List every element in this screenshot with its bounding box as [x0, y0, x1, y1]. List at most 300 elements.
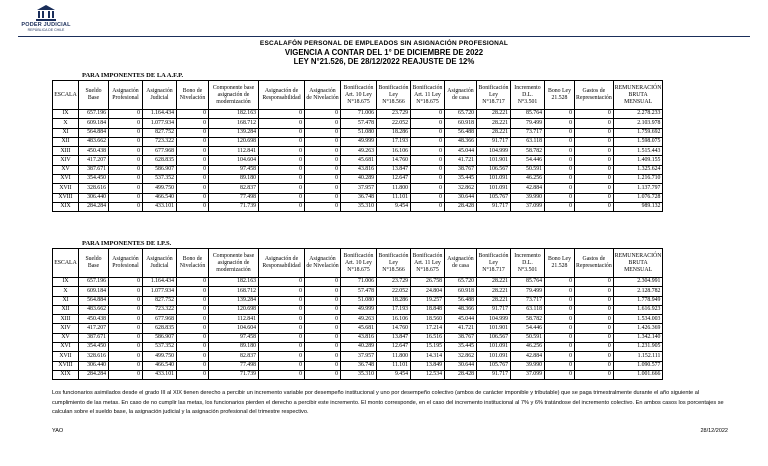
- amount-cell: 0: [575, 324, 614, 333]
- amount-cell: 0: [109, 333, 143, 342]
- column-header: Asignación de Responsabilidad: [259, 249, 305, 278]
- column-header: Componente base asignación de modernización: [209, 249, 259, 278]
- amount-cell: 387.671: [79, 333, 109, 342]
- amount-cell: 14.760: [377, 324, 411, 333]
- amount-cell: 73.717: [511, 128, 545, 137]
- amount-cell: 104.604: [209, 156, 259, 165]
- logo-subtext: REPÚBLICA DE CHILE: [27, 28, 65, 32]
- amount-cell: 182.163: [209, 278, 259, 287]
- amount-cell: 0: [259, 343, 305, 352]
- amount-cell: 0: [109, 287, 143, 296]
- amount-cell: 49.263: [341, 315, 377, 324]
- amount-cell: 1.231.905: [613, 343, 663, 352]
- amount-cell: 0: [545, 324, 575, 333]
- amount-cell: 79.499: [511, 287, 545, 296]
- table-row: [53, 343, 663, 352]
- amount-cell: 1.164.434: [143, 110, 177, 119]
- amount-cell: 49.999: [341, 137, 377, 146]
- amount-cell: 104.999: [477, 147, 511, 156]
- grade-cell: XIX: [53, 370, 79, 379]
- amount-cell: 0: [177, 324, 209, 333]
- amount-cell: 0: [305, 137, 341, 146]
- salary-table-ips: [52, 248, 663, 380]
- amount-cell: 38.767: [445, 165, 477, 174]
- amount-cell: 0: [575, 156, 614, 165]
- amount-cell: 19.257: [411, 296, 445, 305]
- amount-cell: 40.289: [341, 343, 377, 352]
- amount-cell: 0: [575, 119, 614, 128]
- column-header: Bono de Nivelación: [177, 81, 209, 110]
- table-row: [53, 128, 663, 137]
- amount-cell: 1.090.577: [613, 361, 663, 370]
- amount-cell: 0: [109, 110, 143, 119]
- amount-cell: 586.907: [143, 165, 177, 174]
- amount-cell: 16.106: [377, 315, 411, 324]
- document-title: [0, 40, 768, 66]
- amount-cell: 0: [545, 278, 575, 287]
- amount-cell: 0: [545, 296, 575, 305]
- amount-cell: 35.310: [341, 202, 377, 211]
- amount-cell: 22.052: [377, 287, 411, 296]
- amount-cell: 0: [109, 137, 143, 146]
- amount-cell: 0: [109, 305, 143, 314]
- amount-cell: 168.712: [209, 119, 259, 128]
- column-header: Bonificación Art. 10 Ley N°18.675: [341, 81, 377, 110]
- amount-cell: 46.256: [511, 175, 545, 184]
- amount-cell: 56.488: [445, 296, 477, 305]
- amount-cell: 0: [259, 165, 305, 174]
- amount-cell: 0: [305, 370, 341, 379]
- amount-cell: 71.739: [209, 370, 259, 379]
- logo-text: PODER JUDICIAL: [21, 22, 71, 28]
- amount-cell: 17.193: [377, 137, 411, 146]
- grade-cell: XVII: [53, 352, 79, 361]
- amount-cell: 50.591: [511, 165, 545, 174]
- column-header: Asignación Judicial: [143, 249, 177, 278]
- amount-cell: 0: [305, 156, 341, 165]
- table-row: [53, 287, 663, 296]
- amount-cell: 433.101: [143, 370, 177, 379]
- amount-cell: 45.681: [341, 324, 377, 333]
- amount-cell: 0: [177, 110, 209, 119]
- amount-cell: 0: [109, 343, 143, 352]
- footer-initials: YAO: [52, 428, 64, 434]
- amount-cell: 16.516: [411, 333, 445, 342]
- amount-cell: 32.862: [445, 352, 477, 361]
- column-header: Bonificación Art. 11 Ley N°18.675: [411, 249, 445, 278]
- column-header: Sueldo Base: [79, 81, 109, 110]
- amount-cell: 0: [545, 175, 575, 184]
- amount-cell: 97.458: [209, 333, 259, 342]
- amount-cell: 0: [545, 343, 575, 352]
- grade-cell: IX: [53, 110, 79, 119]
- amount-cell: 104.604: [209, 324, 259, 333]
- amount-cell: 91.717: [477, 137, 511, 146]
- amount-cell: 0: [411, 165, 445, 174]
- amount-cell: 0: [259, 296, 305, 305]
- amount-cell: 28.221: [477, 128, 511, 137]
- amount-cell: 328.616: [79, 184, 109, 193]
- amount-cell: 0: [259, 352, 305, 361]
- amount-cell: 0: [109, 315, 143, 324]
- amount-cell: 28.221: [477, 296, 511, 305]
- amount-cell: 91.717: [477, 305, 511, 314]
- amount-cell: 0: [575, 352, 614, 361]
- amount-cell: 48.366: [445, 305, 477, 314]
- amount-cell: 0: [305, 305, 341, 314]
- amount-cell: 0: [177, 156, 209, 165]
- table-row: [53, 370, 663, 379]
- column-header: Asignación de casa: [445, 81, 477, 110]
- amount-cell: 0: [305, 333, 341, 342]
- amount-cell: 354.450: [79, 343, 109, 352]
- amount-cell: 0: [177, 296, 209, 305]
- amount-cell: 97.458: [209, 165, 259, 174]
- amount-cell: 466.540: [143, 361, 177, 370]
- amount-cell: 0: [177, 370, 209, 379]
- amount-cell: 85.764: [511, 110, 545, 119]
- amount-cell: 105.767: [477, 361, 511, 370]
- amount-cell: 63.118: [511, 305, 545, 314]
- amount-cell: 82.837: [209, 352, 259, 361]
- amount-cell: 0: [109, 175, 143, 184]
- amount-cell: 609.184: [79, 287, 109, 296]
- amount-cell: 28.221: [477, 278, 511, 287]
- amount-cell: 82.837: [209, 184, 259, 193]
- amount-cell: 0: [109, 119, 143, 128]
- grade-cell: XVI: [53, 343, 79, 352]
- amount-cell: 657.196: [79, 278, 109, 287]
- amount-cell: 60.918: [445, 119, 477, 128]
- amount-cell: 0: [411, 184, 445, 193]
- column-header: Asignación de casa: [445, 249, 477, 278]
- amount-cell: 417.207: [79, 324, 109, 333]
- amount-cell: 0: [177, 287, 209, 296]
- amount-cell: 0: [109, 361, 143, 370]
- amount-cell: 11.800: [377, 184, 411, 193]
- table-row: [53, 202, 663, 211]
- amount-cell: 0: [575, 343, 614, 352]
- amount-cell: 0: [575, 296, 614, 305]
- column-header: REMUNERACIÓN BRUTA MENSUAL: [613, 81, 663, 110]
- amount-cell: 0: [109, 128, 143, 137]
- amount-cell: 450.438: [79, 315, 109, 324]
- amount-cell: 37.099: [511, 370, 545, 379]
- amount-cell: 0: [545, 184, 575, 193]
- title-line-1: ESCALAFÓN PERSONAL DE EMPLEADOS SIN ASIGNACIÓN PROFESIONAL: [259, 40, 509, 47]
- logo: [18, 4, 74, 34]
- amount-cell: 0: [305, 361, 341, 370]
- amount-cell: 677.968: [143, 315, 177, 324]
- amount-cell: 827.752: [143, 296, 177, 305]
- amount-cell: 0: [177, 202, 209, 211]
- amount-cell: 0: [259, 128, 305, 137]
- table-row: [53, 119, 663, 128]
- column-header: Bonificación Art. 11 Ley N°18.675: [411, 81, 445, 110]
- amount-cell: 2.103.978: [613, 119, 663, 128]
- amount-cell: 11.101: [377, 361, 411, 370]
- column-header: Gastos de Representación: [575, 249, 614, 278]
- amount-cell: 0: [177, 175, 209, 184]
- amount-cell: 499.750: [143, 352, 177, 361]
- amount-cell: 49.999: [341, 305, 377, 314]
- table-row: [53, 278, 663, 287]
- amount-cell: 0: [545, 352, 575, 361]
- amount-cell: 120.698: [209, 305, 259, 314]
- amount-cell: 54.446: [511, 324, 545, 333]
- amount-cell: 564.884: [79, 128, 109, 137]
- amount-cell: 0: [575, 333, 614, 342]
- amount-cell: 0: [545, 193, 575, 202]
- table-row: [53, 305, 663, 314]
- amount-cell: 0: [305, 287, 341, 296]
- amount-cell: 0: [109, 296, 143, 305]
- amount-cell: 0: [177, 333, 209, 342]
- amount-cell: 1.598.075: [613, 137, 663, 146]
- amount-cell: 37.957: [341, 184, 377, 193]
- amount-cell: 30.644: [445, 361, 477, 370]
- section-title-afp: PARA IMPONENTES DE LA A.F.P.: [82, 72, 184, 79]
- title-line-2: VIGENCIA A CONTAR DEL 1° DE DICIEMBRE DE 2022: [284, 48, 484, 57]
- table-row: [53, 147, 663, 156]
- column-header: Bonificación Ley N°18.566: [377, 81, 411, 110]
- amount-cell: 14.760: [377, 156, 411, 165]
- amount-cell: 41.721: [445, 324, 477, 333]
- amount-cell: 0: [305, 165, 341, 174]
- amount-cell: 0: [259, 193, 305, 202]
- amount-cell: 0: [545, 147, 575, 156]
- amount-cell: 0: [305, 175, 341, 184]
- amount-cell: 120.698: [209, 137, 259, 146]
- amount-cell: 0: [109, 370, 143, 379]
- amount-cell: 0: [259, 305, 305, 314]
- amount-cell: 723.322: [143, 305, 177, 314]
- amount-cell: 0: [259, 287, 305, 296]
- amount-cell: 63.118: [511, 137, 545, 146]
- amount-cell: 35.445: [445, 343, 477, 352]
- amount-cell: 18.848: [411, 305, 445, 314]
- amount-cell: 91.717: [477, 202, 511, 211]
- amount-cell: 37.099: [511, 202, 545, 211]
- amount-cell: 0: [259, 324, 305, 333]
- amount-cell: 284.284: [79, 370, 109, 379]
- amount-cell: 0: [259, 175, 305, 184]
- amount-cell: 1.164.434: [143, 278, 177, 287]
- table-row: [53, 165, 663, 174]
- amount-cell: 36.748: [341, 361, 377, 370]
- amount-cell: 57.478: [341, 287, 377, 296]
- amount-cell: 39.990: [511, 193, 545, 202]
- amount-cell: 13.847: [377, 165, 411, 174]
- amount-cell: 9.454: [377, 370, 411, 379]
- amount-cell: 0: [259, 184, 305, 193]
- amount-cell: 32.862: [445, 184, 477, 193]
- column-header: Asignación Profesional: [109, 249, 143, 278]
- amount-cell: 0: [259, 202, 305, 211]
- amount-cell: 628.835: [143, 324, 177, 333]
- amount-cell: 36.748: [341, 193, 377, 202]
- amount-cell: 16.106: [377, 147, 411, 156]
- grade-cell: XVI: [53, 175, 79, 184]
- amount-cell: 537.352: [143, 175, 177, 184]
- amount-cell: 0: [575, 137, 614, 146]
- amount-cell: 0: [545, 119, 575, 128]
- amount-cell: 38.767: [445, 333, 477, 342]
- table-row: [53, 296, 663, 305]
- amount-cell: 22.052: [377, 119, 411, 128]
- grade-cell: XV: [53, 165, 79, 174]
- amount-cell: 1.137.797: [613, 184, 663, 193]
- table-row: [53, 137, 663, 146]
- column-header: Bono Ley 21.528: [545, 249, 575, 278]
- amount-cell: 101.091: [477, 184, 511, 193]
- column-header: ESCALA: [53, 249, 79, 278]
- amount-cell: 0: [411, 202, 445, 211]
- amount-cell: 0: [305, 324, 341, 333]
- amount-cell: 2.128.782: [613, 287, 663, 296]
- amount-cell: 42.884: [511, 184, 545, 193]
- column-header: Bono de Nivelación: [177, 249, 209, 278]
- column-header: Asignación de Responsabilidad: [259, 81, 305, 110]
- amount-cell: 43.816: [341, 333, 377, 342]
- amount-cell: 168.712: [209, 287, 259, 296]
- amount-cell: 0: [575, 128, 614, 137]
- amount-cell: 723.322: [143, 137, 177, 146]
- header-row: [53, 81, 663, 110]
- amount-cell: 14.314: [411, 352, 445, 361]
- amount-cell: 1.515.443: [613, 147, 663, 156]
- amount-cell: 112.841: [209, 315, 259, 324]
- amount-cell: 0: [305, 343, 341, 352]
- amount-cell: 35.445: [445, 175, 477, 184]
- amount-cell: 58.782: [511, 147, 545, 156]
- amount-cell: 483.662: [79, 137, 109, 146]
- amount-cell: 1.778.949: [613, 296, 663, 305]
- amount-cell: 0: [545, 287, 575, 296]
- amount-cell: 1.077.934: [143, 287, 177, 296]
- amount-cell: 45.044: [445, 147, 477, 156]
- amount-cell: 45.681: [341, 156, 377, 165]
- salary-table-afp: [52, 80, 663, 212]
- table-row: [53, 175, 663, 184]
- column-header: Sueldo Base: [79, 249, 109, 278]
- amount-cell: 0: [575, 110, 614, 119]
- amount-cell: 0: [575, 305, 614, 314]
- table-row: [53, 315, 663, 324]
- title-line-3: LEY N°21.526, DE 28/12/2022 REAJUSTE DE 12%: [293, 57, 475, 66]
- amount-cell: 101.901: [477, 156, 511, 165]
- amount-cell: 89.180: [209, 343, 259, 352]
- amount-cell: 0: [575, 165, 614, 174]
- amount-cell: 0: [259, 156, 305, 165]
- amount-cell: 0: [545, 361, 575, 370]
- amount-cell: 2.278.233: [613, 110, 663, 119]
- grade-cell: XIX: [53, 202, 79, 211]
- amount-cell: 39.990: [511, 361, 545, 370]
- amount-cell: 0: [259, 137, 305, 146]
- amount-cell: 827.752: [143, 128, 177, 137]
- amount-cell: 0: [575, 184, 614, 193]
- amount-cell: 42.884: [511, 352, 545, 361]
- amount-cell: 43.816: [341, 165, 377, 174]
- amount-cell: 9.454: [377, 202, 411, 211]
- amount-cell: 0: [177, 278, 209, 287]
- amount-cell: 0: [177, 343, 209, 352]
- table-row: [53, 193, 663, 202]
- amount-cell: 354.450: [79, 175, 109, 184]
- amount-cell: 106.567: [477, 165, 511, 174]
- amount-cell: 0: [109, 193, 143, 202]
- emblem-icon: [35, 4, 57, 22]
- amount-cell: 0: [177, 315, 209, 324]
- amount-cell: 91.717: [477, 370, 511, 379]
- grade-cell: X: [53, 119, 79, 128]
- amount-cell: 24.804: [411, 287, 445, 296]
- column-header: ESCALA: [53, 81, 79, 110]
- amount-cell: 182.163: [209, 110, 259, 119]
- amount-cell: 105.767: [477, 193, 511, 202]
- table-row: [53, 156, 663, 165]
- amount-cell: 12.647: [377, 343, 411, 352]
- column-header: Gastos de Representación: [575, 81, 614, 110]
- amount-cell: 57.478: [341, 119, 377, 128]
- amount-cell: 1.152.111: [613, 352, 663, 361]
- amount-cell: 0: [545, 305, 575, 314]
- amount-cell: 0: [545, 333, 575, 342]
- amount-cell: 101.091: [477, 352, 511, 361]
- amount-cell: 657.196: [79, 110, 109, 119]
- amount-cell: 0: [411, 156, 445, 165]
- amount-cell: 433.101: [143, 202, 177, 211]
- column-header: Incremento D.L. N°3.501: [511, 81, 545, 110]
- amount-cell: 0: [575, 278, 614, 287]
- amount-cell: 0: [109, 278, 143, 287]
- amount-cell: 77.498: [209, 361, 259, 370]
- amount-cell: 0: [545, 315, 575, 324]
- amount-cell: 628.835: [143, 156, 177, 165]
- amount-cell: 0: [305, 128, 341, 137]
- grade-cell: XI: [53, 296, 79, 305]
- amount-cell: 0: [305, 110, 341, 119]
- grade-cell: IX: [53, 278, 79, 287]
- table-row: [53, 352, 663, 361]
- column-header: Bonificación Art. 10 Ley N°18.675: [341, 249, 377, 278]
- amount-cell: 0: [305, 278, 341, 287]
- amount-cell: 23.729: [377, 110, 411, 119]
- amount-cell: 49.263: [341, 147, 377, 156]
- amount-cell: 1.001.666: [613, 370, 663, 379]
- section-title-ips: PARA IMPONENTES DE I.P.S.: [82, 240, 172, 247]
- amount-cell: 0: [177, 119, 209, 128]
- amount-cell: 79.499: [511, 119, 545, 128]
- amount-cell: 466.540: [143, 193, 177, 202]
- footnote: Los funcionarios asimilados desde el grado III al XIX tienen derecho a percibir un incremento variable por desempeño institucional y uno por desempeño colectivo (ambos de carácter imponible y tributable) que se paga trimestralmente durante el año siguiente al cumplimiento de las metas. En caso de no cumplir las metas, los funcionarios pierden el derecho a percibir este incremento. El monto corresponde, en el caso del incremento institucional al 7% y 6% tratándose del incremento colectivo. En ambos casos los porcentajes se calculan sobre el sueldo base, la asignación judicial y la asignación profesional del trimestre respectivo.: [52, 390, 724, 415]
- grade-cell: XIV: [53, 156, 79, 165]
- amount-cell: 56.488: [445, 128, 477, 137]
- table-row: [53, 184, 663, 193]
- amount-cell: 139.284: [209, 128, 259, 137]
- amount-cell: 483.662: [79, 305, 109, 314]
- amount-cell: 28.221: [477, 110, 511, 119]
- amount-cell: 65.720: [445, 278, 477, 287]
- grade-cell: XIV: [53, 324, 79, 333]
- amount-cell: 41.721: [445, 156, 477, 165]
- amount-cell: 71.006: [341, 110, 377, 119]
- amount-cell: 677.968: [143, 147, 177, 156]
- amount-cell: 564.884: [79, 296, 109, 305]
- amount-cell: 11.800: [377, 352, 411, 361]
- amount-cell: 18.560: [411, 315, 445, 324]
